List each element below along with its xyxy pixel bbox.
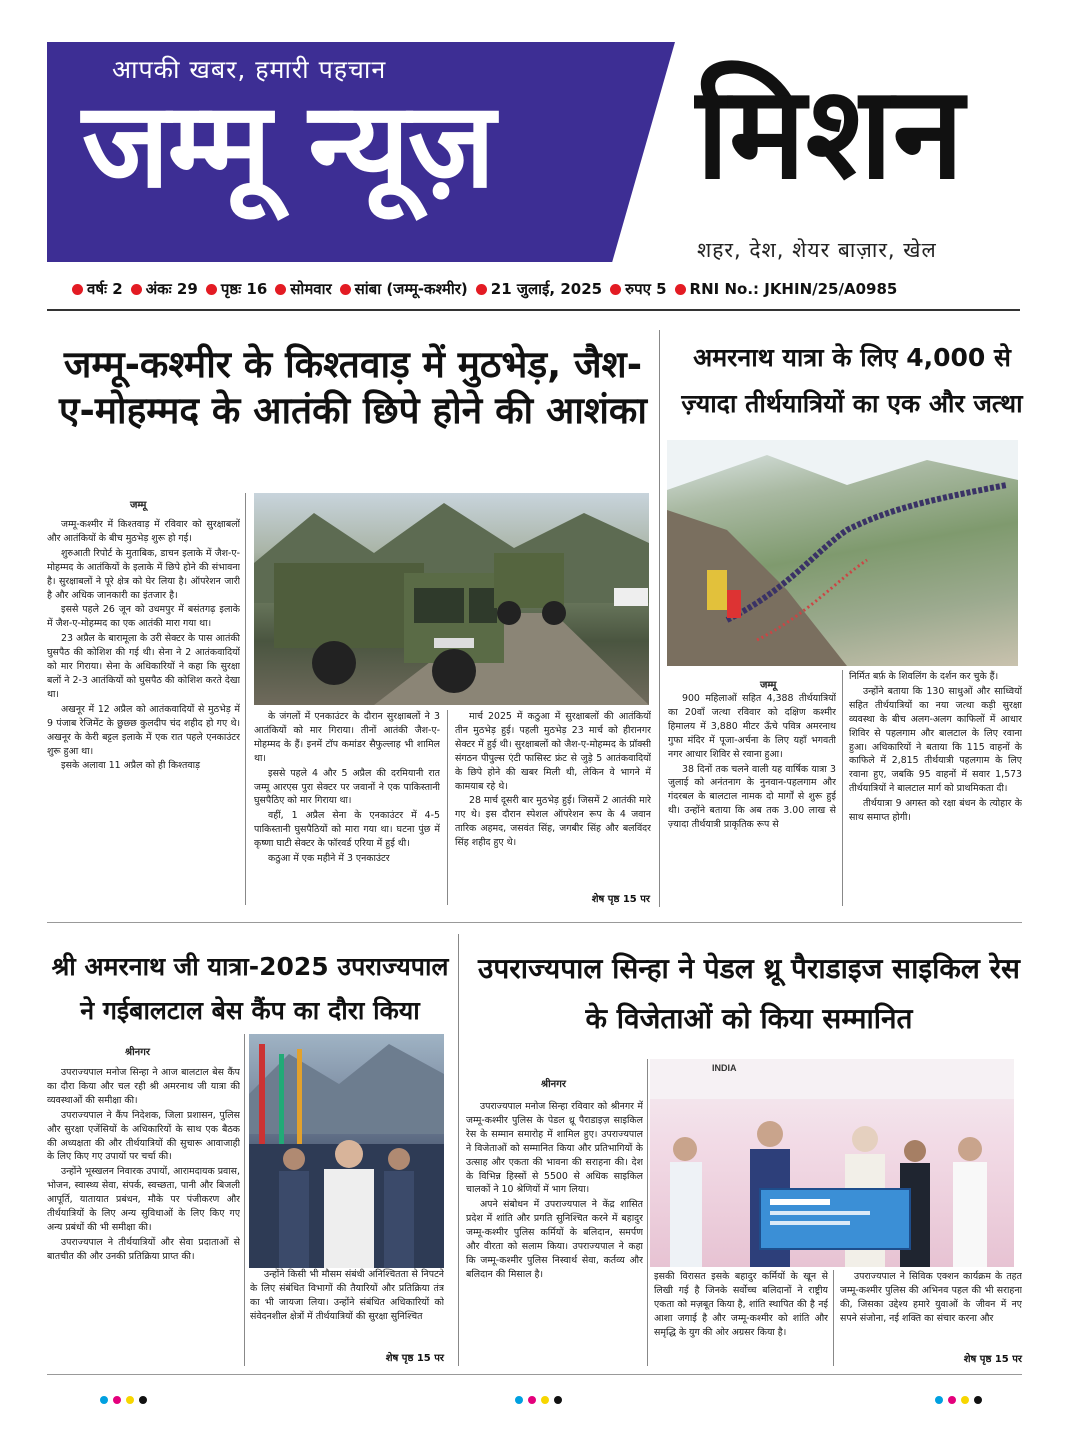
army-truck-photo	[254, 493, 649, 705]
pilgrims-mountain-photo	[667, 440, 1018, 666]
column-divider	[458, 934, 459, 1366]
masthead-title: जम्मू न्यूज़	[82, 76, 494, 214]
story1-column-2: के जंगलों में एनकाउंटर के दौरान सुरक्षाबलों ने 3 आतंकियों को मार गिराया। तीनों आतंकी जैश-ए-मोहम्मद के हैं। इनमें टॉप कमांडर सैफुल्लाह भी शामिल था। इससे पहले 4 और 5 अप्रैल की दरमियानी रात जम्मू आरएस पुरा सेक्टर पर जवानों ने एक पाकिस्तानी घुसपैठिए को मार गिराया था। वहीं, 1 अप्रैल सेना के एनकाउंटर में 4-5 पाकिस्तानी घुसपैठियों को मारा गया था। घटना पुंछ में कृष्णा घाटी सेक्टर के फॉरवर्ड एरिया में हुई थी। कठुआ में एक महीने में 3 एनकाउंटर	[254, 711, 440, 865]
story3-dateline: श्रीनगर	[125, 1047, 150, 1058]
masthead-tagline: आपकी खबर, हमारी पहचान	[112, 55, 387, 84]
issue-info-item: अंकः 29	[131, 279, 198, 299]
lg-visit-photo	[249, 1034, 444, 1268]
bullet-icon	[675, 284, 686, 295]
bullet-icon	[275, 284, 286, 295]
story3-column-2: उन्होंने किसी भी मौसम संबंधी अनिश्चितता से निपटने के लिए संबंधित विभागों की तैयारियों और प्रतिक्रिया तंत्र का भी जायजा लिया। उन्होंने संबंधित अधिकारियों को संवेदनशील क्षेत्रों में तीर्थयात्रियों की सुरक्षा सुनिश्चित	[250, 1269, 444, 1322]
bullet-icon	[476, 284, 487, 295]
story4-column-2: इसकी विरासत इसके बहादुर कर्मियों के खून से लिखी गई है जिनके सर्वोच्च बलिदानों ने राष्ट्रीय एकता को मज़बूत किया है, शांति स्थापित की है नई आशा जगाई है और जम्मू-कश्मीर को शांति और समृद्धि के युग की ओर अग्रसर किया है।	[654, 1271, 828, 1338]
divider	[47, 1374, 1022, 1375]
column-divider	[244, 1034, 245, 1366]
column-divider	[647, 1059, 648, 1366]
bullet-icon	[131, 284, 142, 295]
story3-headline[interactable]: श्री अमरनाथ जी यात्रा-2025 उपराज्यपाल ने गईबालटाल बेस कैंप का दौरा किया	[51, 952, 449, 1025]
column-divider	[659, 330, 660, 907]
story4-column-1: उपराज्यपाल मनोज सिन्हा रविवार को श्रीनगर में जम्मू-कश्मीर पुलिस के पेडल थ्रू पैराडाइज़ साइकिल रेस के सम्मान समारोह में शामिल हुए। उपराज्यपाल ने विजेताओं को सम्मानित किया और प्रतिभागियों के उत्साह और एकता की भावना की सराहना की। देश के विभिन्न हिस्सों से 5500 से अधिक साइकिल चालकों ने 10 श्रेणियों में भाग लिया। अपने संबोधन में उपराज्यपाल ने केंद्र शासित प्रदेश में शांति और प्रगति सुनिश्चित करने में बहादुर जम्मू-कश्मीर पुलिस कर्मियों के बलिदान, समर्पण और वीरता को सलाम किया। उपराज्यपाल ने कहा कि जम्मू-कश्मीर पुलिस निस्वार्थ सेवा, कर्तव्य और बलिदान की मिसाल है।	[466, 1101, 643, 1280]
issue-info-bar	[72, 279, 1022, 299]
column-divider	[245, 493, 246, 905]
divider	[47, 922, 1022, 923]
issue-info-item: 21 जुलाई, 2025	[476, 279, 602, 299]
issue-info-item: वर्षः 2	[72, 279, 123, 299]
column-divider	[447, 710, 448, 905]
story1-column-3: मार्च 2025 में कठुआ में सुरक्षाबलों की आतंकियों तीन मुठभेड़ हुई। पहली मुठभेड़ 23 मार्च को हीरानगर सेक्टर में हुई थी। सुरक्षाबलों को जैश-ए-मोहम्मद के प्रॉक्सी संगठन पीपुल्स एंटी फासिस्ट फ्रंट से जुड़े 5 आतंकवादियों के छिपे होने की खबर मिली थी, लेकिन वे भागने में कामयाब रहे थे। 28 मार्च दूसरी बार मुठभेड़ हुई। जिसमें 2 आतंकी मारे गए थे। इस दौरान स्पेशल ऑपरेशन रूप के 4 जवान तारिक अहमद, जसवंत सिंह, जगबीर सिंह और बलविंदर सिंह शहीद हुए थे।	[455, 711, 651, 849]
photo-sign-text: INDIA	[712, 1063, 737, 1073]
story1-continued-link[interactable]: शेष पृष्ठ 15 पर	[591, 894, 650, 905]
story1-dateline: जम्मू	[130, 500, 147, 511]
award-ceremony-photo	[650, 1059, 1014, 1267]
story1-headline[interactable]: जम्मू-कश्मीर के किश्तवाड़ में मुठभेड़, जैश-ए-मोहम्मद के आतंकी छिपे होने की आशंका	[59, 343, 647, 433]
issue-info-item: RNI No.: JKHIN/25/A0985	[675, 280, 898, 298]
story4-dateline: श्रीनगर	[541, 1079, 566, 1090]
story3-column-1: उपराज्यपाल मनोज सिन्हा ने आज बालटाल बेस कैंप का दौरा किया और चल रही श्री अमरनाथ जी यात्रा की व्यवस्थाओं की समीक्षा की। उपराज्यपाल ने कैंप निदेशक, जिला प्रशासन, पुलिस और सुरक्षा एजेंसियों के अधिकारियों के साथ एक बैठक की अध्यक्षता की और तीर्थयात्रियों की सुचारू आवाजाही के लिए किए गए उपायों पर चर्चा की। उन्होंने भूस्खलन निवारक उपायों, आरामदायक प्रवास, भोजन, स्वास्थ्य सेवा, संपर्क, स्वच्छता, पानी और बिजली आपूर्ति, यातायात प्रबंधन, मौके पर पंजीकरण और तीर्थयात्रियों के लिए अन्य सुविधाओं के लिए किए गए अन्य प्रबंधों की भी समीक्षा की। उपराज्यपाल ने तीर्थयात्रियों और सेवा प्रदाताओं से बातचीत की और उनकी प्रतिक्रिया प्राप्त की।	[47, 1067, 240, 1262]
masthead-title-mission: मिशन	[696, 59, 964, 208]
masthead-sections: शहर, देश, शेयर बाज़ार, खेल	[697, 238, 937, 262]
story3-continued-link[interactable]: शेष पृष्ठ 15 पर	[385, 1353, 444, 1364]
column-divider	[833, 1270, 834, 1366]
registration-marks	[100, 1396, 147, 1404]
story2-headline[interactable]: अमरनाथ यात्रा के लिए 4,000 से ज़्यादा तीर्थयात्रियों का एक और जत्था	[681, 343, 1023, 419]
issue-info-item: सांबा (जम्मू-कश्मीर)	[340, 279, 468, 299]
bullet-icon	[340, 284, 351, 295]
issue-info-item: रुपए 5	[610, 279, 666, 299]
story2-column-1: 900 महिलाओं सहित 4,388 तीर्थयात्रियों का 20वाँ जत्था रविवार को दक्षिण कश्मीर हिमालय में 3,880 मीटर ऊँचे पवित्र अमरनाथ गुफा मंदिर में पूजा-अर्चना के लिए यहाँ भगवती नगर आधार शिविर से रवाना हुआ। 38 दिनों तक चलने वाली यह वार्षिक यात्रा 3 जुलाई को अनंतनाग के नुनवान-पहलगाम और गंदरबल के बालटाल नामक दो मार्गों से शुरू हुई थी। उन्होंने बताया कि अब तक 3.00 लाख से ज़्यादा तीर्थयात्री प्राकृतिक रूप से	[668, 693, 836, 831]
registration-marks	[515, 1396, 562, 1404]
issue-info-item: सोमवार	[275, 279, 331, 299]
column-divider	[842, 670, 843, 906]
bullet-icon	[610, 284, 621, 295]
story4-continued-link[interactable]: शेष पृष्ठ 15 पर	[963, 1354, 1022, 1365]
divider	[47, 309, 1020, 311]
issue-info-item: पृष्ठः 16	[206, 279, 267, 299]
story2-dateline: जम्मू	[760, 680, 777, 691]
story4-headline[interactable]: उपराज्यपाल सिन्हा ने पेडल थ्रू पैराडाइज साइकिल रेस के विजेताओं को किया सम्मानित	[478, 952, 1020, 1036]
registration-marks	[935, 1396, 982, 1404]
story1-column-1: जम्मू-कश्मीर में किश्तवाड़ में रविवार को सुरक्षाबलों और आतंकियों के बीच मुठभेड़ शुरू हो गई। शुरुआती रिपोर्ट के मुताबिक, डाचन इलाके में जैश-ए-मोहम्मद के आतंकियों के इलाके में छिपे होने की संभावना है। सुरक्षाबलों ने पूरे क्षेत्र को घेर लिया है। ऑपरेशन जारी है और अधिक जानकारी का इंतजार है। इससे पहले 26 जून को उधमपुर में बसंतगढ़ इलाके में जैश-ए-मोहम्मद का एक आतंकी मारा गया था। 23 अप्रैल के बारामूला के उरी सेक्टर के पास आतंकी घुसपैठ की कोशिश की गई थी। सेना ने 2 आतंकवादियों को मार गिराया। सेना के अधिकारियों ने कहा कि सुरक्षा बलों ने 2-3 आतंकियों को घुसपैठ की कोशिश करते देखा था। अखनूर में 12 अप्रैल को आतंकवादियों से मुठभेड़ में 9 पंजाब रेजिमेंट के छुछ्छ कुलदीप चंद शहीद हो गए थे। अखनूर के केरी बट्टल इलाके में एक रात पहले एनकाउंटर शुरू हुआ था। इसके अलावा 11 अप्रैल को ही किश्तवाड़	[47, 519, 240, 772]
story4-column-3: उपराज्यपाल ने सिविक एक्शन कार्यक्रम के तहत जम्मू-कश्मीर पुलिस की अभिनव पहल की भी सराहना की, जिसका उद्देश्य हमारे युवाओं के जीवन में नए सपने संजोना, नई शक्ति का संचार करना और	[840, 1271, 1022, 1324]
story2-column-2: निर्मित बर्फ़ के शिवलिंग के दर्शन कर चुके हैं। उन्होंने बताया कि 130 साधुओं और साध्वियों सहित तीर्थयात्रियों का नया जत्था कड़ी सुरक्षा व्यवस्था के बीच अलग-अलग काफिलों में आधार शिविर से पहलगाम और बालटाल के लिए रवाना हुआ। अधिकारियों ने बताया कि 115 वाहनों के काफिले में 2,815 तीर्थयात्री पहलगाम के लिए रवाना हुए, जबकि 95 वाहनों में सवार 1,573 तीर्थयात्रियों ने बालटाल मार्ग को प्राथमिकता दी। तीर्थयात्रा 9 अगस्त को रक्षा बंधन के त्योहार के साथ समाप्त होगी।	[849, 671, 1022, 824]
bullet-icon	[72, 284, 83, 295]
bullet-icon	[206, 284, 217, 295]
